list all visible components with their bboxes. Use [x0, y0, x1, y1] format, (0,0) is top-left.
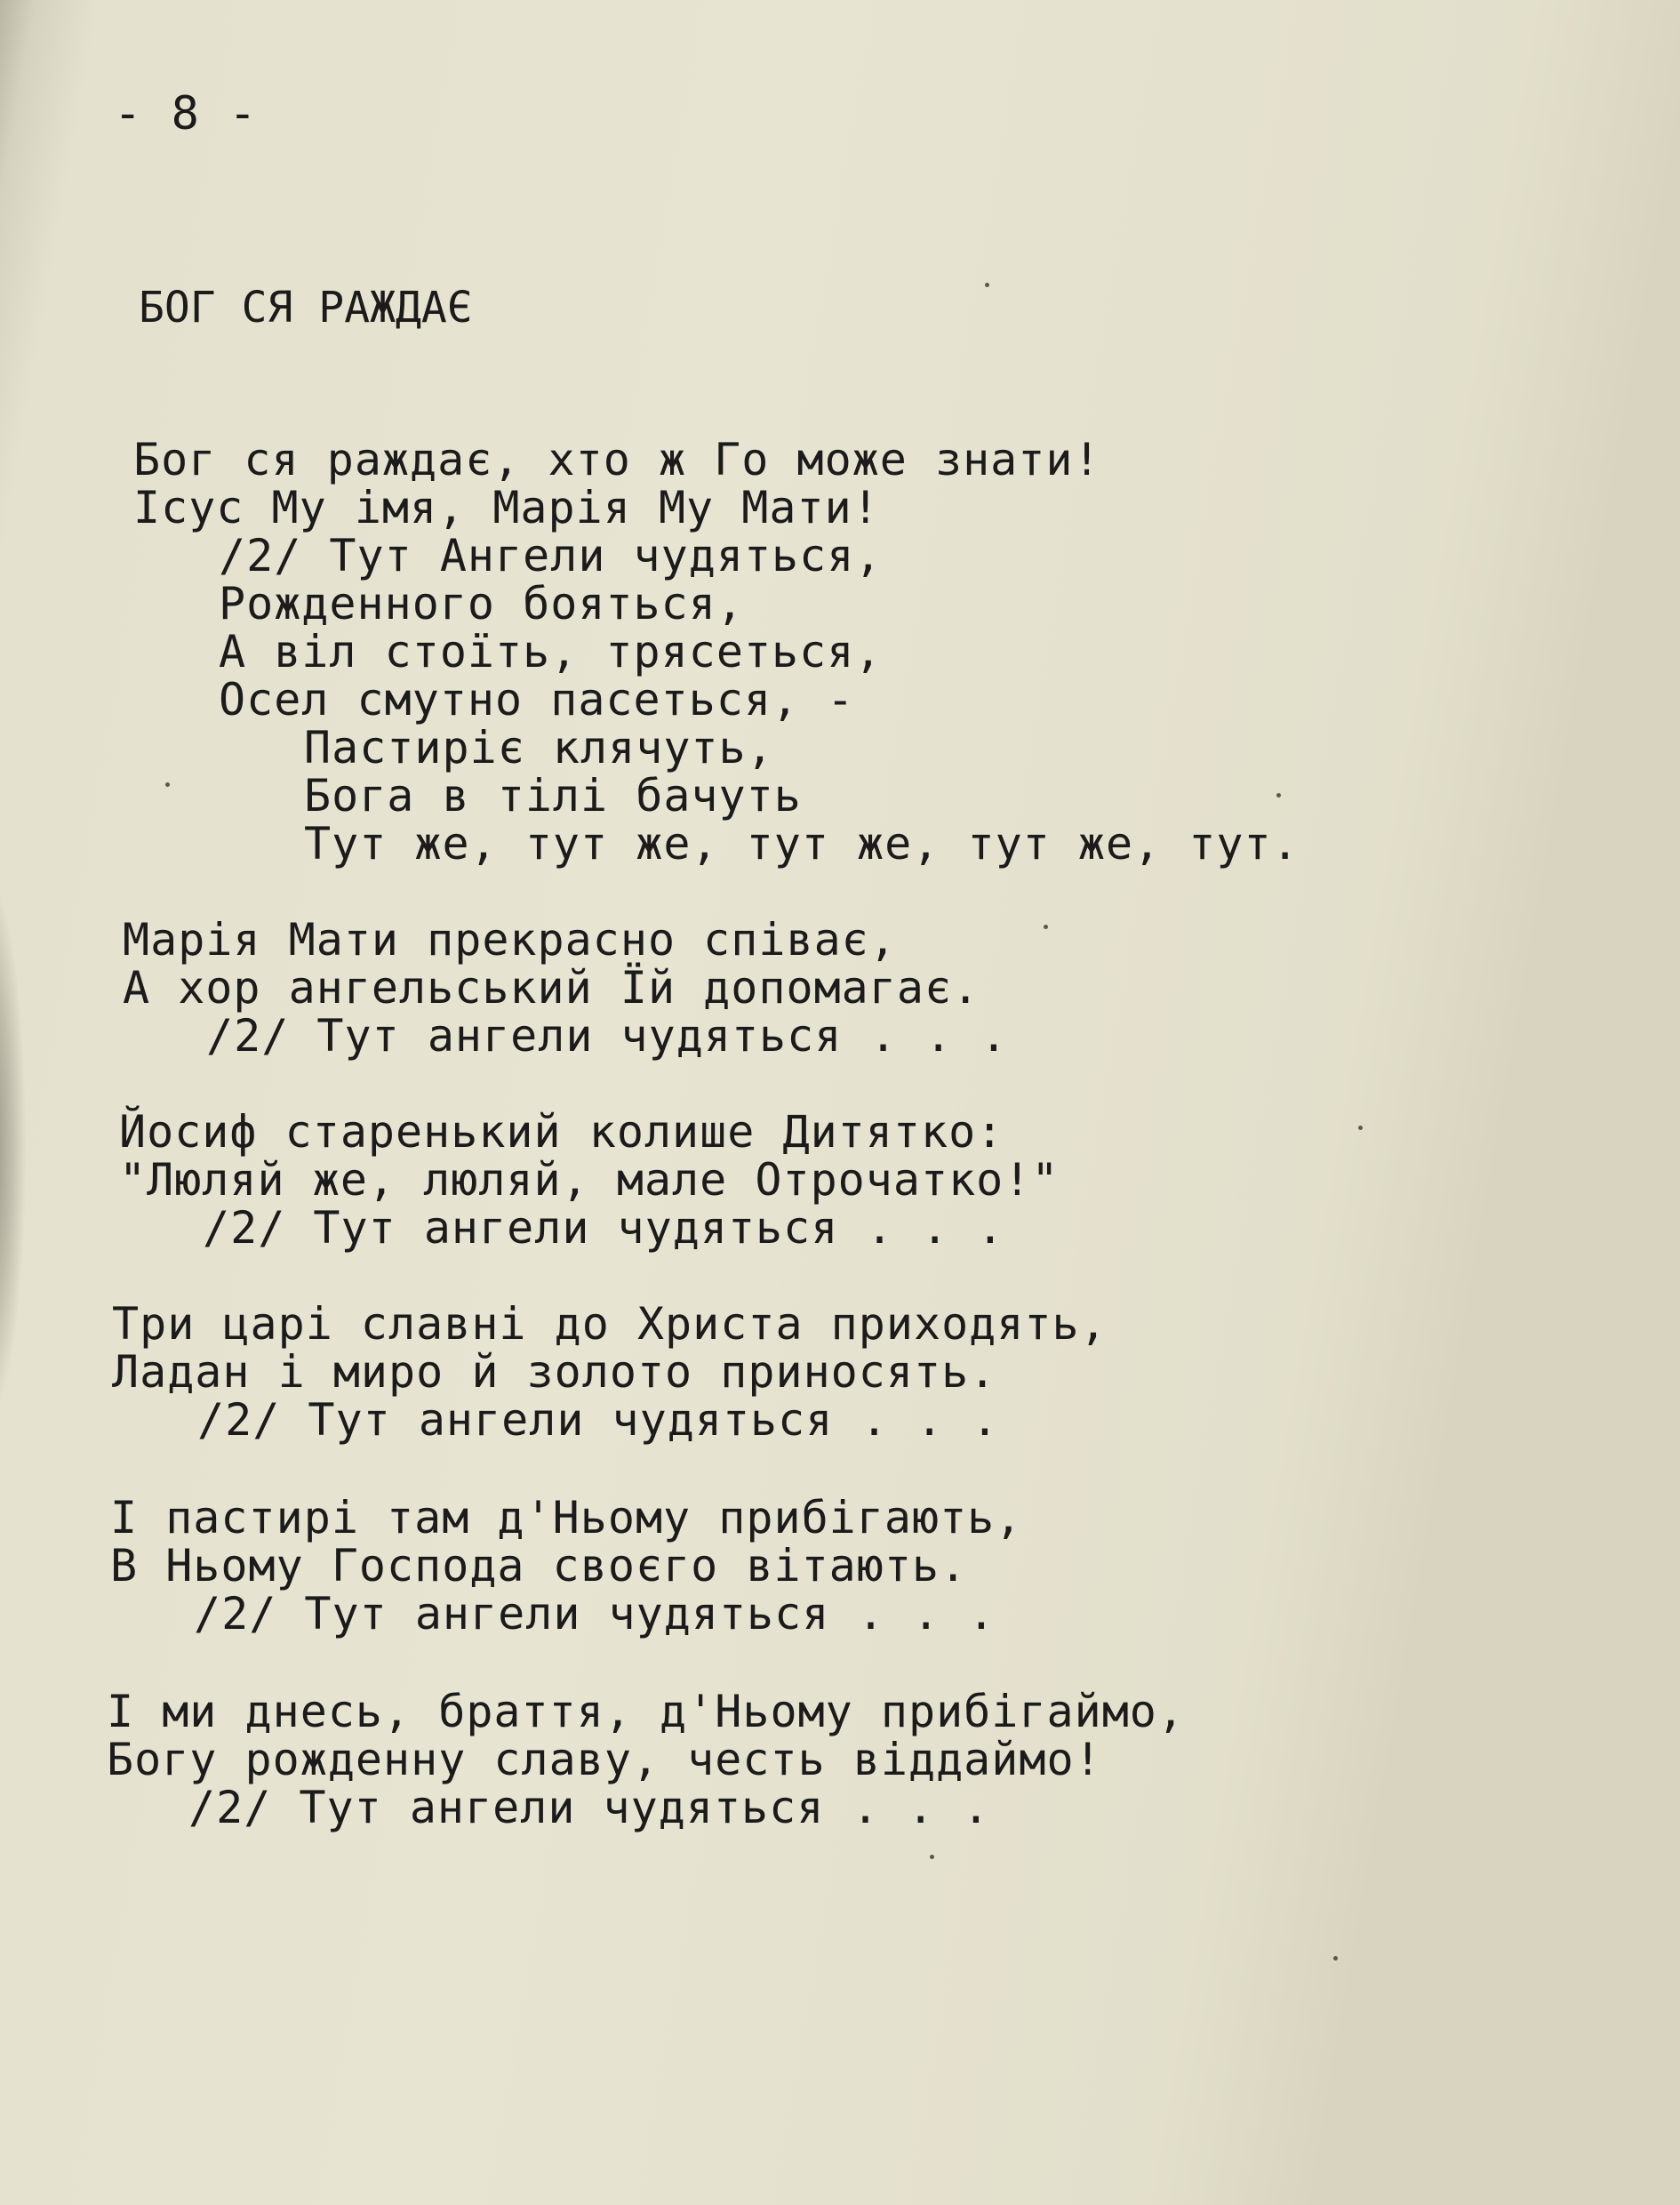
- refrain-line: Рожденного бояться,: [219, 578, 744, 629]
- dust-speck: [985, 283, 989, 287]
- verse-line: Бог ся раждає, хто ж Го може знати!: [133, 434, 1101, 485]
- refrain-line: /2/ Тут ангели чудяться . . .: [203, 1202, 1004, 1254]
- refrain-line: /2/ Тут ангели чудяться . . .: [188, 1782, 990, 1833]
- verse-line: І пастирі там д'Ньому прибігають,: [110, 1492, 1023, 1544]
- refrain-line: Бога в тілі бачуть: [304, 770, 802, 822]
- verse-line: А хор ангельський Їй допомагає.: [123, 962, 980, 1014]
- verse-line: "Люляй же, люляй, мале Отрочатко!": [119, 1154, 1060, 1206]
- verse-line: Три царі славні до Христа приходять,: [112, 1298, 1108, 1350]
- dust-speck: [1333, 1956, 1338, 1960]
- refrain-line: А віл стоїть, трясеться,: [219, 626, 883, 678]
- song-title: БОГ СЯ РАЖДАЄ: [139, 283, 473, 333]
- dust-speck: [165, 782, 170, 787]
- refrain-line: /2/ Тут Ангели чудяться,: [219, 530, 883, 581]
- verse-line: Ладан і миро й золото приносять.: [112, 1346, 997, 1398]
- refrain-line: /2/ Тут ангели чудяться . . .: [197, 1394, 999, 1446]
- page-edge-shadow: [0, 871, 27, 1423]
- verse-line: В Ньому Господа своєго вітають.: [110, 1540, 968, 1592]
- dust-speck: [930, 1855, 934, 1859]
- verse-line: Ісус Му імя, Марія Му Мати!: [133, 482, 880, 533]
- refrain-line: Пастиріє клячуть,: [304, 722, 774, 774]
- verse-line: Йосиф старенький колише Дитятко:: [119, 1106, 1004, 1158]
- page-number: - 8 -: [114, 87, 258, 140]
- verse-line: І ми днесь, браття, д'Ньому прибігаймо,: [107, 1686, 1185, 1737]
- verse-line: Марія Мати прекрасно співає,: [123, 914, 897, 966]
- refrain-line: Тут же, тут же, тут же, тут же, тут.: [304, 818, 1300, 870]
- dust-speck: [1358, 1126, 1363, 1130]
- dust-speck: [1276, 793, 1281, 798]
- dust-speck: [1044, 925, 1048, 929]
- refrain-line: /2/ Тут ангели чудяться . . .: [206, 1010, 1008, 1062]
- verse-line: Богу рожденну славу, честь віддаймо!: [107, 1734, 1102, 1785]
- refrain-line: /2/ Тут ангели чудяться . . .: [194, 1588, 996, 1640]
- refrain-line: Осел смутно пасеться, -: [219, 674, 855, 726]
